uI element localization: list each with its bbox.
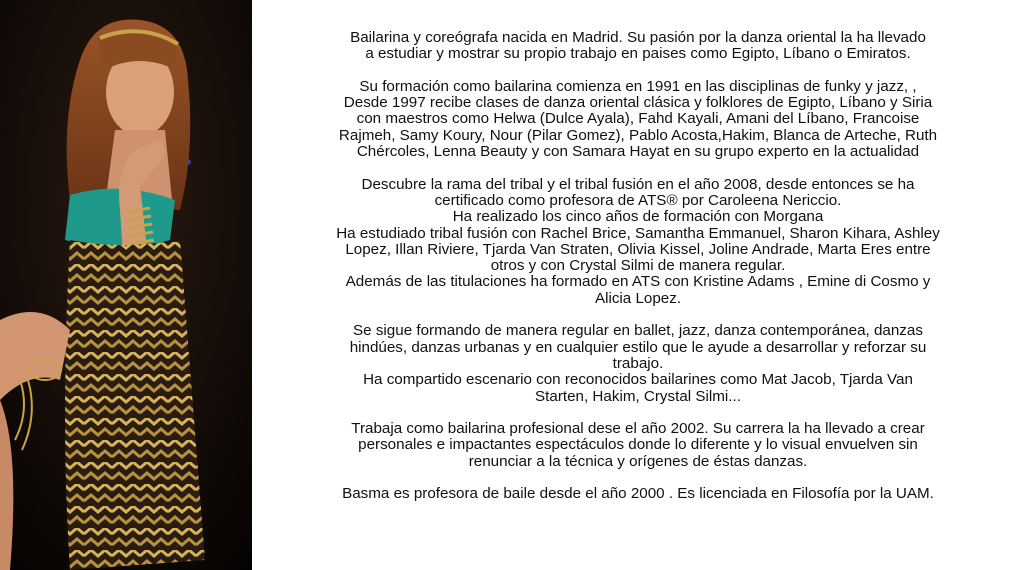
bio-line: renunciar a la técnica y orígenes de éstas danzas. bbox=[468, 452, 808, 470]
bio-line: Ha realizado los cinco años de formación con Morgana bbox=[452, 208, 824, 226]
bio-line: a estudiar y mostrar su propio trabajo en paises como Egipto, Líbano o Emiratos. bbox=[365, 45, 911, 63]
bio-line: trabajo. bbox=[612, 354, 664, 372]
bio-line: Ha estudiado tribal fusión con Rachel Brice, Samantha Emmanuel, Sharon Kihara, Ashley bbox=[336, 224, 940, 242]
dancer-photo bbox=[0, 0, 252, 570]
bio-line: Basma es profesora de baile desde el año 2000 . Es licenciada en Filosofía por la UAM. bbox=[342, 485, 934, 503]
bio-line: Su formación como bailarina comienza en 1991 en las disciplinas de funky y jazz, , bbox=[359, 77, 917, 95]
bio-paragraph-ongoing bbox=[266, 323, 1010, 404]
bio-paragraph-training bbox=[266, 79, 1010, 160]
bio-line: Además de las titulaciones ha formado en ATS con Kristine Adams , Emine di Cosmo y bbox=[345, 273, 931, 291]
bio-line: Descubre la rama del tribal y el tribal fusión en el año 2008, desde entonces se ha bbox=[361, 175, 915, 193]
bio-line: Bailarina y coreógrafa nacida en Madrid. Su pasión por la danza oriental la ha llevado bbox=[350, 29, 926, 46]
biography-text bbox=[266, 30, 1010, 519]
bio-line: Chércoles, Lenna Beauty y con Samara Hayat en su grupo experto en la actualidad bbox=[356, 143, 920, 161]
bio-line: Alicia Lopez. bbox=[594, 289, 682, 307]
bio-paragraph-teaching bbox=[266, 486, 1010, 502]
bio-line: hindúes, danzas urbanas y en cualquier estilo que le ayude a desarrollar y reforzar su bbox=[349, 338, 927, 356]
dancer-illustration bbox=[0, 0, 252, 570]
bio-line: Se sigue formando de manera regular en ballet, jazz, danza contemporánea, danzas bbox=[353, 322, 923, 340]
bio-paragraph-origin bbox=[266, 30, 1010, 63]
bio-paragraph-career bbox=[266, 421, 1010, 470]
bio-paragraph-tribal bbox=[266, 177, 1010, 307]
bio-line: Ha compartido escenario con reconocidos bailarines como Mat Jacob, Tjarda Van bbox=[363, 371, 913, 389]
bio-line: Lopez, Illan Riviere, Tjarda Van Straten, Olivia Kissel, Joline Andrade, Marta Eres entre bbox=[345, 240, 931, 258]
bio-line: Rajmeh, Samy Koury, Nour (Pilar Gomez), Pablo Acosta,Hakim, Blanca de Arteche, Ruth bbox=[338, 126, 938, 144]
bio-line: certificado como profesora de ATS® por Caroleena Nericcio. bbox=[434, 191, 842, 209]
bio-line: Desde 1997 recibe clases de danza oriental clásica y folklores de Egipto, Líbano y Siria bbox=[343, 94, 933, 112]
bio-line: otros y con Crystal Silmi de manera regular. bbox=[490, 257, 786, 275]
bio-line: personales e impactantes espectáculos donde lo diferente y lo visual envuelven sin bbox=[358, 436, 918, 454]
bio-line: Trabaja como bailarina profesional dese el año 2002. Su carrera la ha llevado a crear bbox=[351, 420, 925, 438]
bio-line: con maestros como Helwa (Dulce Ayala), Fahd Kayali, Amani del Líbano, Francoise bbox=[356, 110, 920, 128]
bio-line: Starten, Hakim, Crystal Silmi... bbox=[535, 387, 741, 405]
